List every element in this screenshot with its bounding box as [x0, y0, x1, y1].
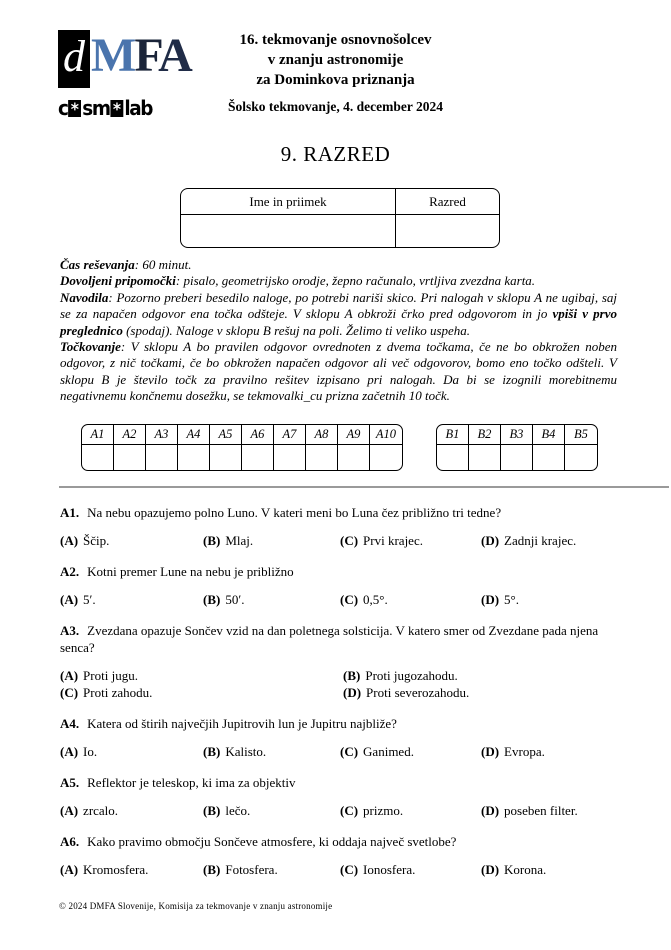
- option: [340, 591, 481, 608]
- instruction-paragraph: [60, 290, 617, 339]
- answer-table-header-cell: B4: [533, 425, 565, 445]
- competition-title: [0, 30, 671, 115]
- option-text: Evropa.: [504, 744, 545, 759]
- dmfa-logo-d-block: d: [58, 30, 90, 88]
- option: [60, 802, 203, 819]
- question-text: Kako pravimo območju Sončeve atmosfere, ki oddaja največ svetlobe?: [87, 834, 457, 849]
- option-text: Ščip.: [83, 533, 110, 548]
- option: [481, 591, 617, 608]
- option-letter: (A): [60, 744, 79, 759]
- answer-table-header-cell: A8: [306, 425, 338, 445]
- answer-cell: [501, 445, 533, 470]
- option-text: Proti jugozahodu.: [365, 668, 458, 683]
- instruction-label: Čas reševanja: [60, 257, 135, 272]
- option: [481, 861, 617, 878]
- option-text: 0,5°.: [363, 592, 388, 607]
- answer-table-header-cell: A6: [242, 425, 274, 445]
- answer-cell: [565, 445, 597, 470]
- cosmolab-text-lab: lab: [124, 96, 153, 120]
- star-icon: *: [111, 100, 124, 117]
- option-letter: (B): [203, 592, 221, 607]
- option: [60, 743, 203, 760]
- option-text: Zadnji krajec.: [504, 533, 577, 548]
- answer-cell: [370, 445, 402, 470]
- option-text: 5°.: [504, 592, 519, 607]
- instructions-block: [60, 257, 617, 405]
- question-number: A2.: [60, 564, 80, 579]
- option: [60, 684, 343, 701]
- instruction-text: (spodaj). Naloge v sklopu B rešuj na poli. Želimo ti veliko uspeha.: [122, 322, 471, 338]
- answer-cell: [242, 445, 274, 470]
- option: [343, 667, 617, 684]
- option: [60, 861, 203, 878]
- question-head: [60, 774, 617, 791]
- question-head: [60, 833, 617, 850]
- option: [340, 532, 481, 549]
- option-text: Proti jugu.: [83, 668, 138, 683]
- answer-table-header-cell: A4: [178, 425, 210, 445]
- name-input-cell: [181, 215, 396, 247]
- option-text: Ionosfera.: [363, 862, 416, 877]
- question-text: Na nebu opazujemo polno Luno. V kateri meni bo Luna čez približno tri tedne?: [87, 505, 502, 520]
- question-text: Kotni premer Lune na nebu je približno: [87, 564, 294, 579]
- instruction-text: : pisalo, geometrijsko orodje, žepno računalo, vrtljiva zvezdna karta.: [175, 273, 536, 289]
- options-row: [60, 861, 617, 878]
- name-table-header-name: Ime in priimek: [181, 189, 396, 215]
- option-letter: (C): [60, 685, 79, 700]
- option-letter: (C): [340, 744, 359, 759]
- question-number: A4.: [60, 716, 80, 731]
- option-text: Fotosfera.: [225, 862, 278, 877]
- title-line-1: 16. tekmovanje osnovnošolcev: [239, 32, 432, 48]
- option-letter: (D): [481, 862, 500, 877]
- dmfa-logo-m: M: [91, 29, 135, 82]
- option-letter: (B): [203, 533, 221, 548]
- option-letter: (D): [481, 744, 500, 759]
- question-number: A3.: [60, 623, 80, 638]
- option: [60, 532, 203, 549]
- answer-table-header-cell: A10: [370, 425, 402, 445]
- option: [340, 802, 481, 819]
- option-letter: (D): [481, 803, 500, 818]
- question: [60, 774, 617, 819]
- option: [60, 591, 203, 608]
- option: [481, 802, 617, 819]
- option-letter: (C): [340, 803, 359, 818]
- questions-section: [60, 504, 617, 892]
- answer-table-header-cell: A3: [146, 425, 178, 445]
- option-text: Korona.: [504, 862, 547, 877]
- answer-table-header-cell: B3: [501, 425, 533, 445]
- question-head: [60, 563, 617, 580]
- options-row: [60, 532, 617, 549]
- answer-table-header-cell: B5: [565, 425, 597, 445]
- title-line-2: v znanju astronomije: [267, 52, 404, 68]
- option: [481, 743, 617, 760]
- cosmolab-text-sm: sm: [82, 96, 110, 120]
- option-letter: (B): [203, 862, 221, 877]
- name-table: [180, 188, 500, 248]
- answer-cell: [210, 445, 242, 470]
- answer-cell: [146, 445, 178, 470]
- answer-cell: [533, 445, 565, 470]
- answer-cell: [437, 445, 469, 470]
- option-letter: (C): [340, 533, 359, 548]
- answer-table-header-cell: A7: [274, 425, 306, 445]
- answer-cell: [469, 445, 501, 470]
- cosmolab-text-c: c: [58, 96, 68, 120]
- option: [340, 743, 481, 760]
- option: [481, 532, 617, 549]
- answer-table-header-cell: A2: [114, 425, 146, 445]
- instruction-label: Navodila: [60, 289, 109, 305]
- option-text: 50′.: [225, 592, 245, 607]
- option-text: Ganimed.: [363, 744, 414, 759]
- option-text: Kromosfera.: [83, 862, 149, 877]
- option-letter: (D): [481, 533, 500, 548]
- instruction-paragraph: [60, 273, 617, 289]
- dmfa-logo-a: A: [158, 29, 191, 82]
- answer-cell: [114, 445, 146, 470]
- competition-subtitle: Šolsko tekmovanje, 4. december 2024: [228, 99, 443, 114]
- question-text: Reflektor je teleskop, ki ima za objektiv: [87, 775, 296, 790]
- answer-table-header-cell: A9: [338, 425, 370, 445]
- instruction-label: Točkovanje: [60, 339, 121, 355]
- options-row: [60, 802, 617, 819]
- question: [60, 563, 617, 608]
- question-head: [60, 715, 617, 732]
- option: [60, 667, 343, 684]
- instruction-text: : V sklopu A bo pravilen odgovor ovrednoten z dvema točkama, če ne bo obkrožen noben odgovor, z nič točkami, če bo obkrožen napačen odgovor ali več odgovorov, bomo eno točko odšteli. V sklopu B je število točk za pravilno rešitev izpisano pri nalogah. Da bi se izognili morebitnemu negativnemu končnemu dosežku, se tekmovalki_cu prizna začetnih 10 točk.: [60, 339, 617, 404]
- answer-table-a: [81, 424, 403, 471]
- option-letter: (A): [60, 592, 79, 607]
- option-letter: (D): [343, 685, 362, 700]
- option-text: lečo.: [225, 803, 251, 818]
- option: [340, 861, 481, 878]
- question: [60, 622, 617, 701]
- title-line-3: za Dominkova priznanja: [256, 72, 415, 88]
- question-number: A6.: [60, 834, 80, 849]
- option-text: Prvi krajec.: [363, 533, 423, 548]
- option: [343, 684, 617, 701]
- section-divider: [59, 486, 669, 488]
- question-head: [60, 622, 617, 656]
- options-row: [60, 667, 617, 701]
- option: [203, 532, 340, 549]
- option-letter: (D): [481, 592, 500, 607]
- question-head: [60, 504, 617, 521]
- dmfa-logo-f: F: [134, 29, 159, 82]
- answer-cell: [82, 445, 114, 470]
- question-text: Katera od štirih največjih Jupitrovih lun je Jupitru najbliže?: [87, 716, 397, 731]
- answer-table-header-cell: B2: [469, 425, 501, 445]
- star-icon: *: [68, 100, 81, 117]
- answer-table-b: [436, 424, 598, 471]
- option-letter: (A): [60, 533, 79, 548]
- option-text: Proti severozahodu.: [366, 685, 470, 700]
- option-text: zrcalo.: [83, 803, 119, 818]
- question: [60, 715, 617, 760]
- option-text: Mlaj.: [225, 533, 254, 548]
- option: [203, 861, 340, 878]
- question-number: A5.: [60, 775, 80, 790]
- question: [60, 504, 617, 549]
- option-letter: (A): [60, 668, 79, 683]
- option-text: 5′.: [83, 592, 96, 607]
- answer-cell: [178, 445, 210, 470]
- option-letter: (A): [60, 803, 79, 818]
- answer-cell: [338, 445, 370, 470]
- option: [203, 743, 340, 760]
- instruction-paragraph: [60, 257, 617, 273]
- instruction-label: Dovoljeni pripomočki: [60, 273, 176, 289]
- instruction-label: vpiši v prvo preglednico: [60, 306, 618, 338]
- question-number: A1.: [60, 505, 80, 520]
- option-letter: (C): [340, 862, 359, 877]
- question: [60, 833, 617, 878]
- instruction-text: : Pozorno preberi besedilo naloge, po potrebi nariši skico. Pri nalogah v sklopu A ne ugibaj, saj se za napačen odgovor ena točka odšteje. V sklopu A obkroži črko pred odgovorom in jo: [60, 289, 617, 322]
- option-letter: (C): [340, 592, 359, 607]
- option-text: prizmo.: [363, 803, 404, 818]
- footer-copyright: © 2024 DMFA Slovenije, Komisija za tekmovanje v znanju astronomije: [59, 901, 333, 911]
- option-text: Proti zahodu.: [83, 685, 153, 700]
- option-letter: (B): [343, 668, 361, 683]
- option-letter: (B): [203, 744, 221, 759]
- grade-title: 9. RAZRED: [280, 142, 391, 166]
- option-text: poseben filter.: [504, 803, 578, 818]
- instruction-paragraph: [60, 339, 617, 405]
- answer-cell: [306, 445, 338, 470]
- options-row: [60, 591, 617, 608]
- answer-cell: [274, 445, 306, 470]
- answer-table-header-cell: A1: [82, 425, 114, 445]
- answer-table-header-cell: B1: [437, 425, 469, 445]
- class-input-cell: [396, 215, 499, 247]
- option: [203, 591, 340, 608]
- name-table-header-class: Razred: [396, 189, 499, 215]
- instruction-text: : 60 minut.: [134, 257, 192, 272]
- option: [203, 802, 340, 819]
- options-row: [60, 743, 617, 760]
- option-text: Kalisto.: [225, 744, 267, 759]
- option-text: Io.: [83, 744, 98, 759]
- answer-table-header-cell: A5: [210, 425, 242, 445]
- option-letter: (A): [60, 862, 79, 877]
- option-letter: (B): [203, 803, 221, 818]
- question-text: Zvezdana opazuje Sončev vzid na dan poletnega solsticija. V katero smer od Zvezdane pada njena senca?: [60, 623, 599, 655]
